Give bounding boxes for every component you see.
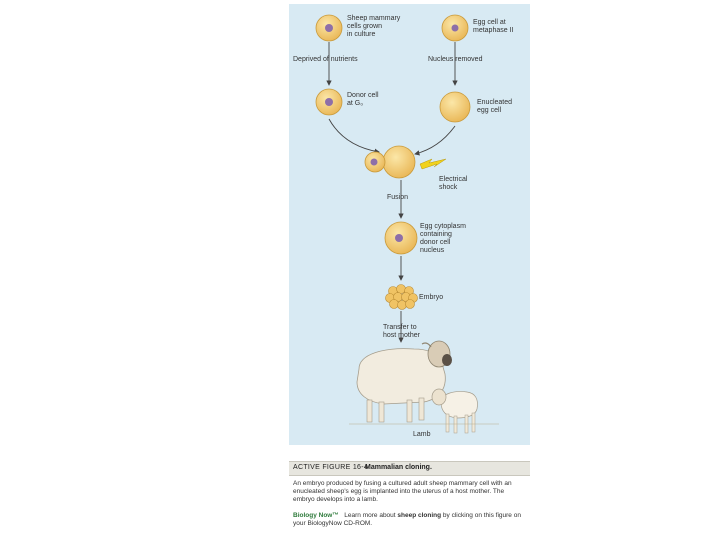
enucleated-egg-cell <box>440 92 470 122</box>
label-egg-cytoplasm: Egg cytoplasm containing donor cell nucleus <box>420 223 466 254</box>
fused-egg-cell <box>385 222 417 254</box>
arrow-donor-to-fusion <box>329 119 379 152</box>
label-embryo: Embryo <box>419 294 444 301</box>
sheep-illustration <box>357 341 452 422</box>
cloning-diagram <box>289 4 530 445</box>
label-lamb: Lamb <box>413 431 431 438</box>
biologynow-note <box>293 512 527 528</box>
label-mammary-cells: Sheep mammary cells grown in culture <box>347 15 401 38</box>
donor-cell <box>316 89 342 115</box>
label-transfer: Transfer to host mother <box>383 324 420 339</box>
label-enucleated: Enucleated egg cell <box>477 99 513 114</box>
label-nucleus-removed: Nucleus removed <box>428 56 483 63</box>
caption-header <box>289 461 530 476</box>
biologynow-logo: Biology Now™ <box>293 512 339 519</box>
lamb-illustration <box>432 389 478 433</box>
figure-number: ACTIVE FIGURE 16-4 <box>293 464 369 471</box>
sheep-cloning-link[interactable]: sheep cloning <box>397 512 442 519</box>
figure-caption <box>289 445 530 535</box>
embryo-cluster <box>386 285 418 310</box>
diagram-graphics <box>289 4 530 445</box>
label-egg-cell: Egg cell at metaphase II <box>473 19 514 34</box>
learn-more-suffix: by clicking on this figure on your BiologyNow CD-ROM. <box>293 512 521 527</box>
label-deprived: Deprived of nutrients <box>293 56 358 63</box>
label-fusion: Fusion <box>387 194 409 201</box>
label-donor-cell: Donor cell at G₀ <box>347 92 379 107</box>
arrow-egg-to-fusion <box>415 126 455 154</box>
mammary-cell <box>316 15 342 41</box>
egg-cell-metaphase <box>442 15 468 41</box>
lightning-bolt-icon <box>420 159 446 169</box>
caption-text: An embryo produced by fusing a cultured adult sheep mammary cell with an enucleated sheep's egg is implanted into the uterus of a host mother. The embryo develops into a lamb. <box>293 480 512 503</box>
label-shock: Electrical shock <box>439 176 468 191</box>
learn-more-prefix: Learn more about <box>344 512 398 519</box>
figure-title: Mammalian cloning. <box>365 464 432 471</box>
